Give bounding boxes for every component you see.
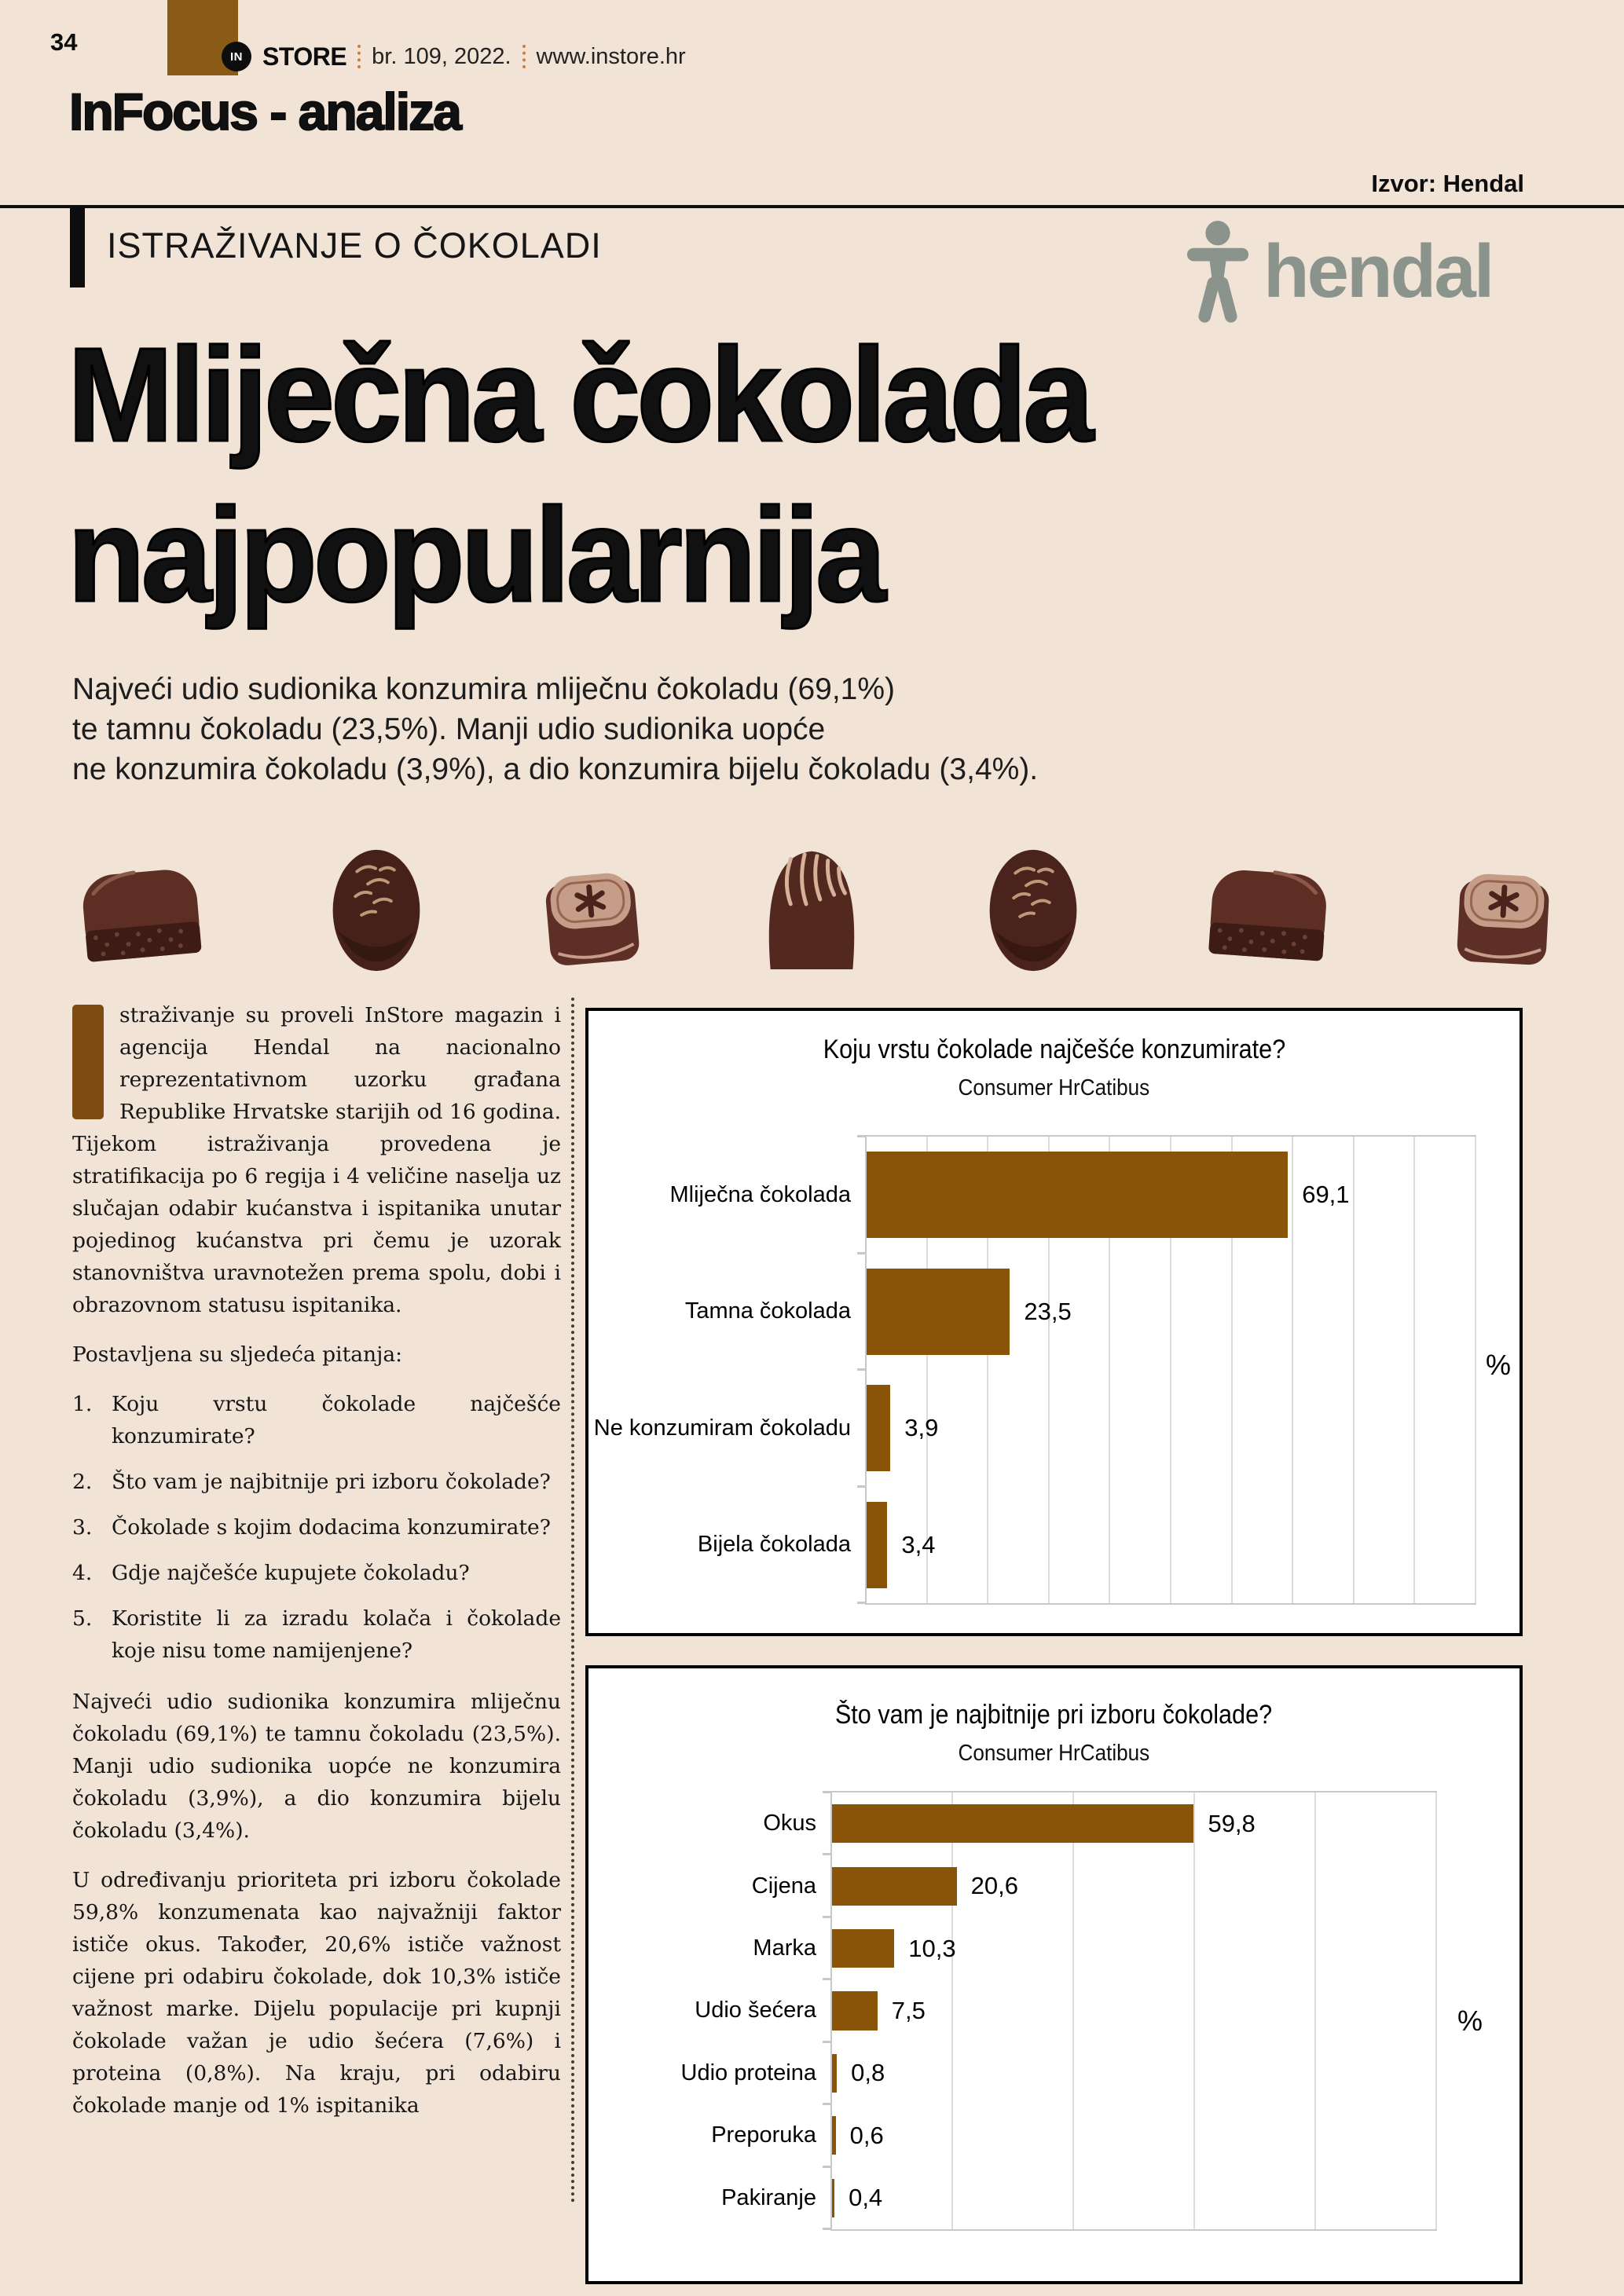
bar-value-label: 3,9 — [904, 1414, 939, 1442]
instore-brand-text: STORE — [262, 42, 347, 71]
bar-row — [669, 1137, 1476, 1254]
article-paragraph: U određivanju prioriteta pri izboru čokolade 59,8% konzumenata kao najvažniji faktor ističe okus. Također, 20,6% ističe važnost cijene pri odabiru čokolade, dok 10,3% ističe važnost marke. Dijelu populacije pri kupnji čokolade važan je udio šećera (7,6%) i proteina (0,8%). Na kraju, pri odabiru čokolade manje od 1% ispitanika — [72, 1868, 561, 2118]
question-item — [72, 1388, 561, 1452]
bar-value-label: 10,3 — [908, 1934, 956, 1962]
bar-row — [763, 1792, 1437, 1855]
intro-line: te tamnu čokoladu (23,5%). Manji udio sudionika uopće — [72, 712, 826, 746]
category-label: Mliječna čokolada — [669, 1181, 851, 1207]
axis-tick — [857, 1368, 867, 1371]
chocolate-truffle-icon — [317, 839, 435, 979]
hendal-logo — [1185, 220, 1492, 325]
category-label: Bijela čokolada — [697, 1532, 851, 1558]
question-text: Koristite li za izradu kolača i čokolade koje nisu tome namijenjene? — [112, 1606, 561, 1663]
question-number: 3. — [72, 1515, 93, 1540]
axis-tick — [823, 2103, 832, 2105]
issue-number: br. 109, 2022. — [372, 43, 511, 69]
chart-subtitle: Consumer HrCatibus — [958, 1075, 1150, 1100]
bar-value-label: 7,5 — [891, 1996, 926, 2024]
bar-row — [593, 1370, 1476, 1487]
chart-title: Koju vrstu čokolade najčešće konzumirate? — [823, 1034, 1285, 1064]
intro-line: ne konzumira čokoladu (3,9%), a dio konzumira bijelu čokoladu (3,4%). — [72, 753, 1039, 786]
bar-row — [711, 2104, 1437, 2166]
bar-value-label: 0,8 — [851, 2059, 885, 2087]
chocolate-truffle-icon — [974, 839, 1092, 979]
bar-row — [695, 1979, 1437, 2041]
bar-row — [751, 1855, 1437, 1917]
bar-value-label: 0,4 — [849, 2184, 883, 2212]
percent-axis-label: % — [1457, 2005, 1483, 2037]
axis-tick — [857, 1252, 867, 1254]
hendal-wordmark: hendal — [1263, 229, 1493, 313]
bar-row — [753, 1917, 1437, 1979]
column-divider — [571, 998, 574, 2203]
axis-tick — [823, 1916, 832, 1918]
article-paragraph — [72, 999, 561, 1321]
chocolate-log-icon — [1190, 853, 1347, 979]
bar — [832, 2116, 836, 2155]
bar — [832, 2179, 834, 2217]
kicker-bar — [70, 208, 85, 287]
article-paragraph: Najveći udio sudionika konzumira mliječnu čokoladu (69,1%) te tamnu čokoladu (23,5%). Manji udio sudionika uopće ne konzumira čokoladu (3,9%), a dio konzumira bijelu čokoladu (3,4%). — [72, 1690, 561, 1843]
article-text: straživanje su proveli InStore magazin i agencija Hendal na nacionalno reprezentativnom uzorku građana Republike Hrvatske starijih od 16 godina. Tijekom istraživanja provedena je stratifikacija po 6 regija i 4 veličine naselja uz slučajan odabir kućanstva i ispitanika unutar pojedinog kućanstva pri čemu je uzorak stanovništva uravnotežen prema spolu, dobi i obrazovnom statusu ispitanika. — [72, 1003, 561, 1317]
bar-row — [697, 1487, 1476, 1604]
headline-line-1: Mliječna čokolada — [68, 320, 1091, 470]
question-number: 1. — [72, 1392, 93, 1416]
chart-title: Što vam je najbitnije pri izboru čokolade? — [835, 1700, 1273, 1730]
article-column — [72, 999, 561, 2139]
bar-row — [721, 2167, 1437, 2229]
masthead-divider-icon — [522, 45, 526, 68]
intro-deck — [72, 669, 1267, 789]
instore-in-circle-icon — [222, 42, 251, 71]
axis-tick — [857, 1135, 867, 1137]
axis-tick — [857, 1602, 867, 1604]
bar — [867, 1502, 887, 1588]
question-number: 5. — [72, 1606, 93, 1631]
drop-cap-letter-I — [72, 1005, 104, 1119]
chart-subtitle: Consumer HrCatibus — [958, 1741, 1150, 1766]
bar-value-label: 0,6 — [849, 2121, 884, 2149]
questions-intro: Postavljena su sljedeća pitanja: — [72, 1342, 403, 1367]
category-label: Marka — [753, 1935, 816, 1961]
question-item — [72, 1511, 561, 1543]
question-number: 2. — [72, 1470, 93, 1494]
header-rule — [0, 205, 1624, 208]
bar — [832, 1867, 957, 1906]
bar-value-label: 3,4 — [901, 1530, 936, 1558]
chart-plot-area — [593, 1135, 1476, 1605]
bar-row — [680, 2042, 1437, 2104]
chocolate-log-icon — [63, 853, 220, 979]
category-label: Cijena — [751, 1873, 816, 1899]
bar-row — [684, 1254, 1476, 1371]
category-label: Tamna čokolada — [684, 1298, 851, 1324]
bar — [867, 1152, 1288, 1238]
axis-tick — [823, 2228, 832, 2230]
question-text: Koju vrstu čokolade najčešće konzumirate? — [112, 1392, 561, 1448]
bar-value-label: 20,6 — [970, 1872, 1018, 1900]
category-label: Ne konzumiram čokoladu — [593, 1415, 851, 1441]
chart-plot-area — [680, 1791, 1437, 2231]
masthead-divider-icon — [357, 45, 361, 68]
bar — [867, 1269, 1010, 1355]
category-label: Preporuka — [711, 2122, 816, 2148]
category-label: Pakiranje — [721, 2184, 816, 2210]
question-item — [72, 1602, 561, 1667]
bar — [867, 1385, 890, 1471]
question-text: Što vam je najbitnije pri izboru čokolade? — [112, 1470, 551, 1494]
question-number: 4. — [72, 1561, 93, 1585]
masthead — [222, 39, 686, 74]
chocolate-cube-star-icon — [532, 855, 648, 979]
bar-value-label: 69,1 — [1302, 1181, 1350, 1209]
percent-axis-label: % — [1486, 1349, 1512, 1381]
bar — [832, 1804, 1193, 1843]
bar-value-label: 59,8 — [1208, 1809, 1256, 1837]
category-label: Okus — [763, 1811, 816, 1836]
category-label: Udio šećera — [695, 1998, 816, 2023]
section-title: InFocus - analiza — [69, 82, 460, 141]
question-text: Čokolade s kojim dodacima konzumirate? — [112, 1515, 551, 1540]
chart-chocolate-type — [585, 1008, 1523, 1636]
question-item — [72, 1557, 561, 1589]
website-url: www.instore.hr — [536, 43, 686, 69]
page-number: 34 — [50, 28, 78, 56]
intro-line: Najveći udio sudionika konzumira mliječnu čokoladu (69,1%) — [72, 672, 896, 706]
axis-tick — [823, 1978, 832, 1980]
axis-tick — [823, 1853, 832, 1855]
axis-tick — [857, 1485, 867, 1488]
chocolate-dome-drizzle-icon — [746, 823, 878, 979]
chocolate-cube-star-icon — [1443, 855, 1560, 979]
bar — [832, 2054, 837, 2093]
category-label: Udio proteina — [680, 2060, 816, 2085]
hendal-person-icon — [1185, 220, 1251, 325]
axis-tick — [823, 2166, 832, 2168]
kicker-text: ISTRAŽIVANJE O ČOKOLADI — [107, 225, 602, 265]
axis-tick — [823, 2041, 832, 2043]
headline-line-2: najpopularnija — [68, 481, 883, 630]
bar — [832, 1991, 878, 2030]
question-text: Gdje najčešće kupujete čokoladu? — [112, 1561, 470, 1585]
bar-value-label: 23,5 — [1024, 1297, 1072, 1325]
instore-in-text: IN — [230, 49, 243, 64]
source-credit: Izvor: Hendal — [1371, 170, 1524, 197]
chart-choice-priority — [585, 1665, 1523, 2284]
bar — [832, 1929, 894, 1968]
axis-tick — [823, 1791, 832, 1793]
chocolate-illustrations — [63, 815, 1560, 979]
question-item — [72, 1466, 561, 1498]
